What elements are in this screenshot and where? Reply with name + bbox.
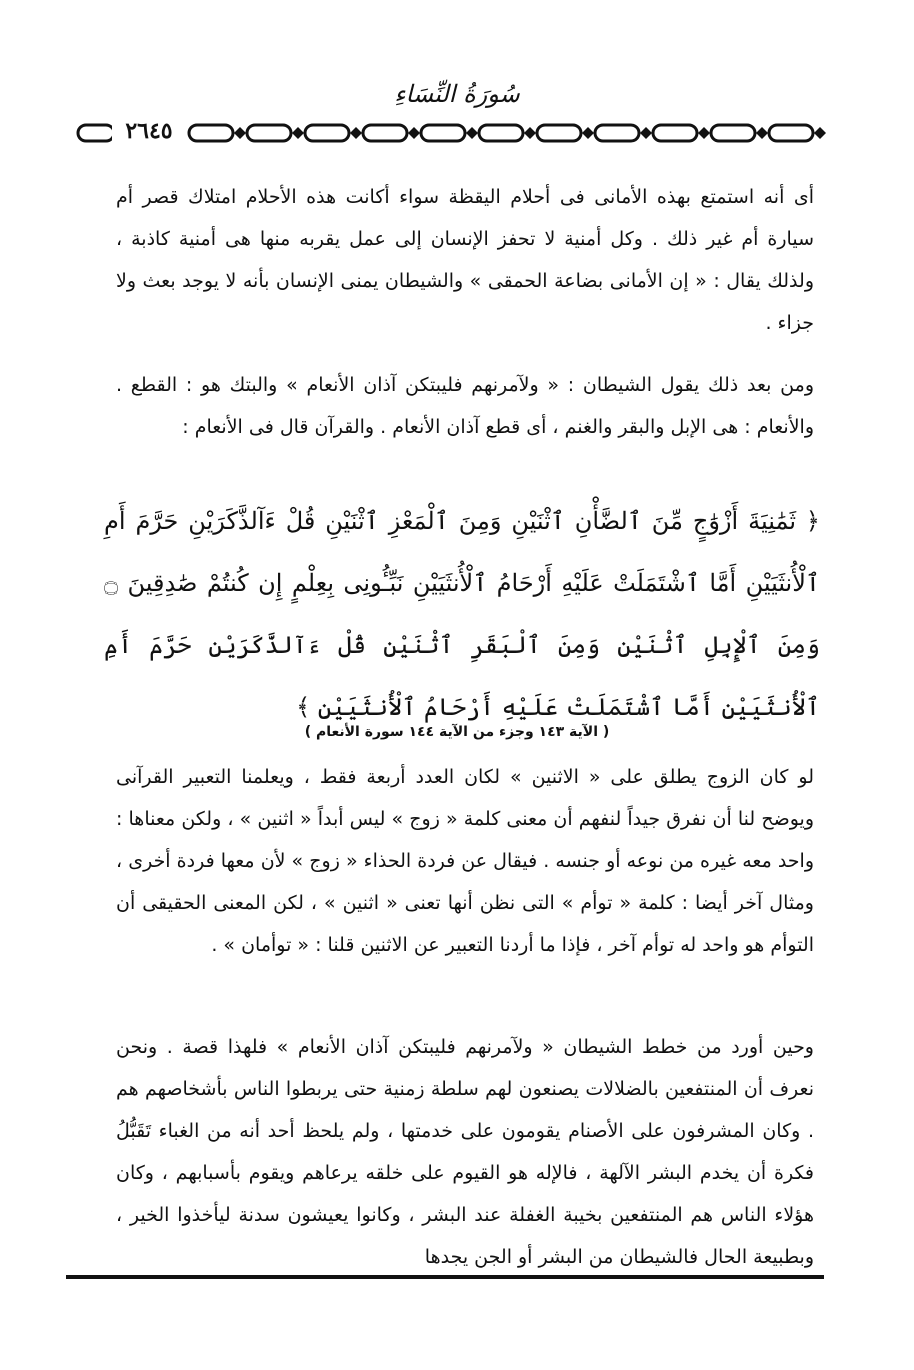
page-number: ٢٦٤٥ xyxy=(112,118,186,144)
paragraph-4: وحين أورد من خطط الشيطان « ولآمرنهم فليبتكن آذان الأنعام » فلهذا قصة . ونحن نعرف أن المنتفعين بالضلالات يصنعون لهم سلطة زمنية حتى يربطوا الناس بأشخاصهم هم . وكان المشرفون على الأصنام يقومون على خدمتها ، ولم يلحظ أحد أنه من الغباء تَقَبُّلُ فكرة أن يخدم البشر الآلهة ، فالإله هو القيوم على خلقه يرعاهم ويقوم بأسبابهم ، وكان هؤلاء الناس هم المنتفعين بخيبة الغفلة عند البشر ، وكانوا يعيشون سدنة ليأخذوا الخير ، وبطبيعة الحال فالشيطان من البشر أو الجن يجدها xyxy=(116,1036,814,1268)
paragraph-3: لو كان الزوج يطلق على « الاثنين » لكان العدد أربعة فقط ، ويعلمنا التعبير القرآنى ويوضح لنا أن نفرق جيداً لنفهم أن معنى كلمة « زوج » ليس أبداً « اثنين » ، ولكن معناها : واحد معه غيره من نوعه أو جنسه . فيقال عن فردة الحذاء « زوج » لأن معها فردة أخرى ، ومثال آخر أيضا : كلمة « توأم » التى نظن أنها تعنى « اثنين » ، لكن المعنى الحقيقى أن التوأم هو واحد له توأم آخر ، فإذا ما أردنا التعبير عن الاثنين قلنا : « توأمان » . xyxy=(116,766,814,956)
chain-ornament-divider xyxy=(74,120,826,146)
verse-reference: ( الآية ١٤٣ وجزء من الآية ١٤٤ سورة الأنعام ) xyxy=(304,724,610,740)
quran-verse: ﴿ ثَمَٰنِيَةَ أَزْوَٰجٍ مِّنَ ٱلضَّأْنِ ٱثْنَيْنِ وَمِنَ ٱلْمَعْزِ ٱثْنَيْنِ قُلْ ءَآلذَّكَرَيْنِ حَرَّمَ أَمِ ٱلْأُنثَيَيْنِ أَمَّا ٱشْتَمَلَتْ عَلَيْهِ أَرْحَامُ ٱلْأُنثَيَيْنِ نَبِّـُٔونِى بِعِلْمٍ إِن كُنتُمْ صَٰدِقِينَ ۝ وَمِنَ ٱلْإِبِلِ ٱثْنَيْنِ وَمِنَ ٱلْبَقَرِ ٱثْنَيْنِ قُلْ ءَآلذَّكَرَيْنِ حَرَّمَ أَمِ ٱلْأُنثَيَيْنِ أَمَّا ٱشْتَمَلَتْ عَلَيْهِ أَرْحَامُ ٱلْأُنثَيَيْنِ ﴾ xyxy=(104,507,820,721)
paragraph-1: أى أنه استمتع بهذه الأمانى فى أحلام اليقظة سواء أكانت هذه الأحلام امتلاك قصر أم سيارة أم غير ذلك . وكل أمنية لا تحفز الإنسان إلى عمل يقربه منها هى أمنية كاذبة ، ولذلك يقال : « إن الأمانى بضاعة الحمقى » والشيطان يمنى الإنسان بأنه لا يوجد بعث ولا جزاء . xyxy=(116,186,814,334)
paragraph-2: ومن بعد ذلك يقول الشيطان : « ولآمرنهم فليبتكن آذان الأنعام » والبتك هو : القطع . والأنعام : هى الإبل والبقر والغنم ، أى قطع آذان الأنعام . والقرآن قال فى الأنعام : xyxy=(116,374,814,438)
surah-title: سُورَةُ النِّسَاءِ xyxy=(394,80,520,108)
bottom-rule xyxy=(66,1275,824,1279)
